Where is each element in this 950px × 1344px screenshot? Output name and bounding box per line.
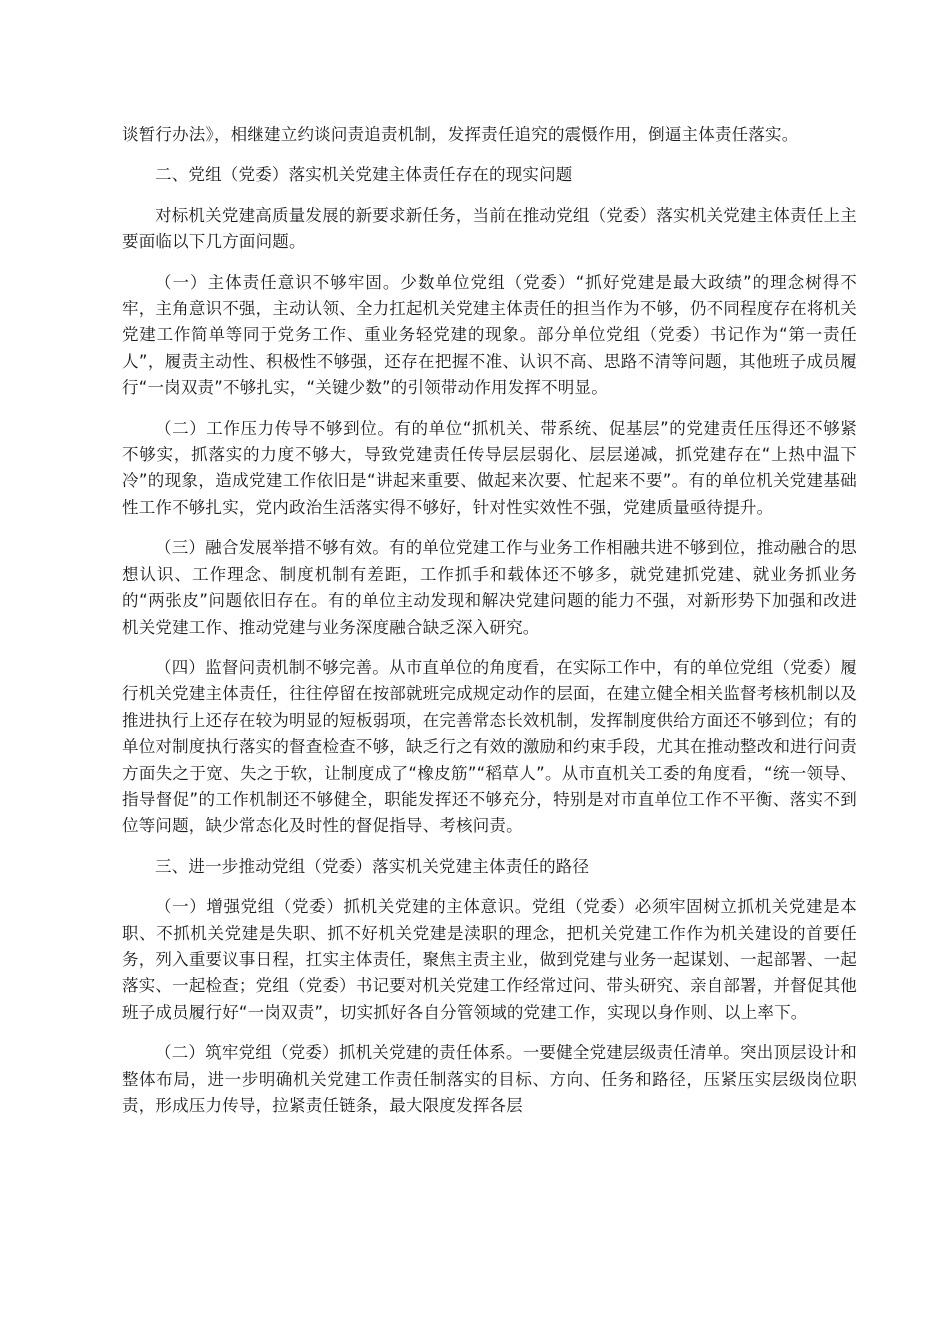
section-two-heading: 二、党组（党委）落实机关党建主体责任存在的现实问题	[155, 165, 573, 185]
path-paragraph-1: （一）增强党组（党委）抓机关党建的主体意识。党组（党委）必须牢固树立抓机关党建是本职、不抓机关党建是失职、抓不好机关党建是渎职的理念，把机关党建工作作为机关建设的首要任务，列入重要议事日程，扛实主体责任，聚焦主责主业，做到党建与业务一起谋划、一起部署、一起落实、一起检查；党组（党委）书记要对机关党建工作经常过问、带头研究、亲自部署，并督促其他班子成员履行好“一岗双责”，切实抓好各自分管领域的党建工作，实现以身作则、以上率下。	[122, 897, 857, 1022]
problem-paragraph-2: （二）工作压力传导不够到位。有的单位“抓机关、带系统、促基层”的党建责任压得还不够紧不够实，抓落实的力度不够大，导致党建责任传导层层弱化、层层递减，抓党建存在“上热中温下冷”的现象，造成党建工作依旧是“讲起来重要、做起来次要、忙起来不要”。有的单位机关党建基础性工作不够扎实，党内政治生活落实得不够好，针对性实效性不强，党建质量亟待提升。	[122, 418, 857, 517]
section-three-heading: 三、进一步推动党组（党委）落实机关党建主体责任的路径	[155, 856, 590, 876]
problem-paragraph-1: （一）主体责任意识不够牢固。少数单位党组（党委）“抓好党建是最大政绩”的理念树得不牢，主角意识不强，主动认领、全力扛起机关党建主体责任的担当作为不够，仍不同程度存在将机关党建工作简单等同于党务工作、重业务轻党建的现象。部分单位党组（党委）书记作为“第一责任人”，履责主动性、积极性不够强，还存在把握不准、认识不高、思路不清等问题，其他班子成员履行“一岗双责”不够扎实，“关键少数”的引领带动作用发挥不明显。	[122, 272, 857, 398]
problem-paragraph-4: （四）监督问责机制不够完善。从市直单位的角度看，在实际工作中，有的单位党组（党委）履行机关党建主体责任，往往停留在按部就班完成规定动作的层面，在建立健全相关监督考核机制以及推进执行上还存在较为明显的短板弱项，在完善常态长效机制，发挥制度供给方面还不够到位；有的单位对制度执行落实的督查检查不够，缺乏行之有效的激励和约束手段，尤其在推动整改和进行问责方面失之于宽、失之于软，让制度成了“橡皮筋”“稻草人”。从市直机关工委的角度看，“统一领导、指导督促”的工作机制还不够健全，职能发挥还不够充分，特别是对市直单位工作不平衡、落实不到位等问题，缺少常态化及时性的督促指导、考核问责。	[122, 657, 857, 836]
path-paragraph-2: （二）筑牢党组（党委）抓机关党建的责任体系。一要健全党建层级责任清单。突出顶层设计和整体布局，进一步明确机关党建工作责任制落实的目标、方向、任务和路径，压紧压实层级岗位职责，形成压力传导，拉紧责任链条，最大限度发挥各层	[122, 1043, 857, 1115]
continuation-paragraph: 谈暂行办法》，相继建立约谈问责追责机制，发挥责任追究的震慑作用，倒逼主体责任落实。	[122, 125, 799, 144]
section-two-intro: 对标机关党建高质量发展的新要求新任务，当前在推动党组（党委）落实机关党建主体责任上主要面临以下几方面问题。	[122, 205, 857, 252]
problem-paragraph-3: （三）融合发展举措不够有效。有的单位党建工作与业务工作相融共进不够到位，推动融合的思想认识、工作理念、制度机制有差距，工作抓手和载体还不够多，就党建抓党建、就业务抓业务的“两张皮”问题依旧存在。有的单位主动发现和解决党建问题的能力不强，对新形势下加强和改进机关党建工作、推动党建与业务深度融合缺乏深入研究。	[122, 538, 857, 637]
document-page	[122, 122, 857, 1133]
